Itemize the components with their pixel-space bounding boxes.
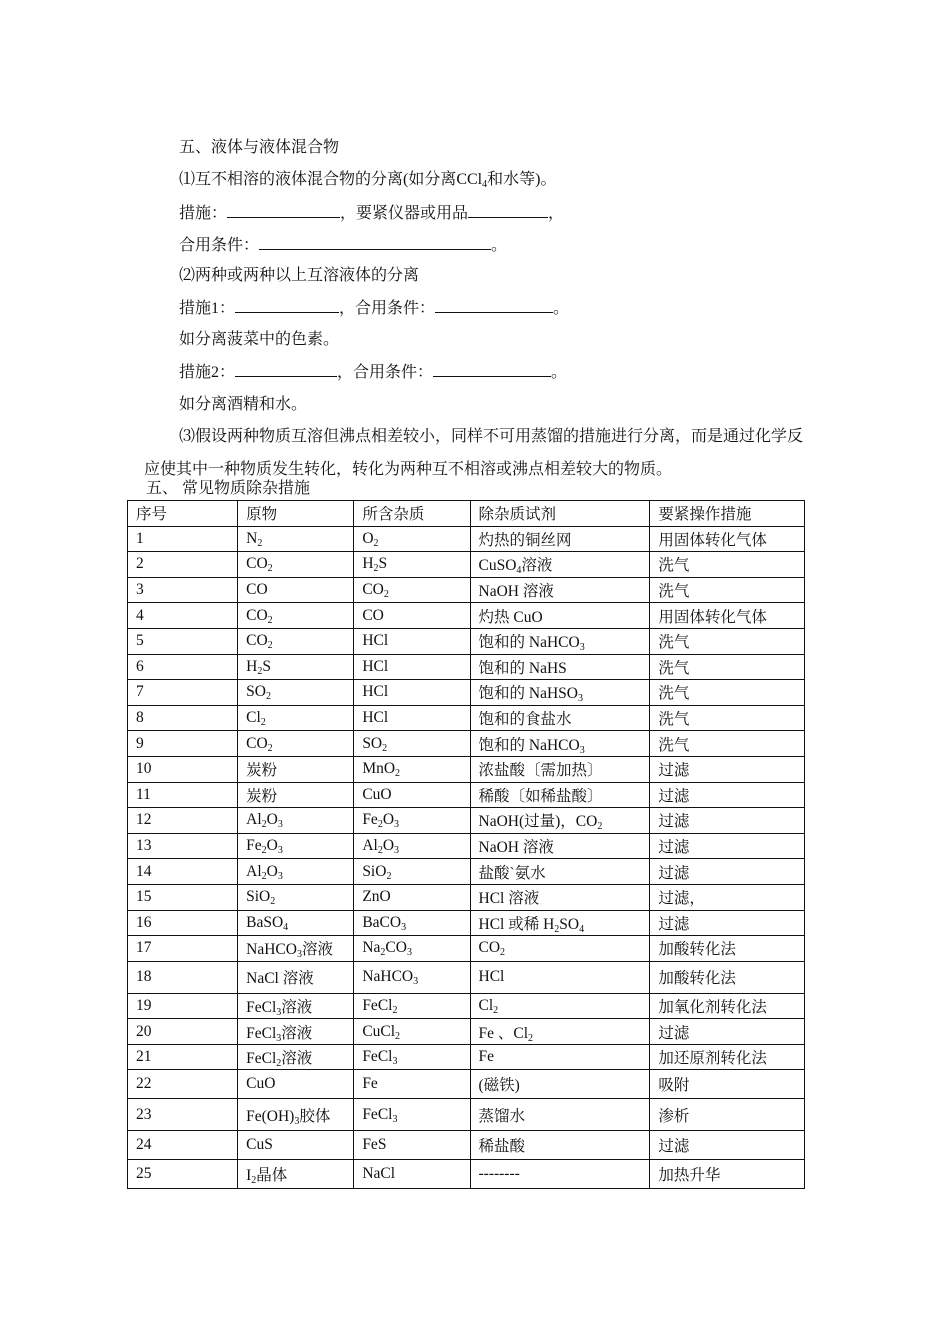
- col-reagent-cell: NaOH 溶液: [470, 577, 650, 603]
- col-no-cell: 7: [128, 680, 238, 706]
- col-no-cell: 21: [128, 1044, 238, 1070]
- col-impurity-cell: FeCl$_2$: [354, 993, 470, 1019]
- table-row: [128, 731, 805, 757]
- method-2-label: 措施2：: [179, 364, 236, 381]
- col-no-cell: 19: [128, 993, 238, 1019]
- item-1-sub: 4: [482, 179, 488, 190]
- col-substance-cell: $Fe(OH)_3$胶体: [238, 1099, 354, 1131]
- method-2-line: [179, 362, 567, 383]
- col-no-cell: 15: [128, 884, 238, 910]
- col-impurity-cell: HCl: [354, 654, 470, 680]
- col-no-cell: 12: [128, 808, 238, 834]
- col-operation-cell: 渗析: [650, 1099, 805, 1131]
- col-operation-cell: 加热升华: [650, 1160, 805, 1189]
- col-reagent-cell: 蒸馏水: [470, 1099, 650, 1131]
- col-impurity-cell: BaCO$_3$: [354, 910, 470, 936]
- col-no-cell: 22: [128, 1070, 238, 1099]
- col-impurity-cell: FeS: [354, 1131, 470, 1160]
- col-operation-cell: 洗气: [650, 731, 805, 757]
- col-substance-cell: FeCl$_2$溶液: [238, 1044, 354, 1070]
- col-no-cell: 9: [128, 731, 238, 757]
- col-operation-cell: 洗气: [650, 705, 805, 731]
- col-substance-cell: 炭粉: [238, 782, 354, 808]
- col-substance-cell: $N_2$: [238, 526, 354, 552]
- col-reagent-cell: --------: [470, 1160, 650, 1189]
- method-1-line: [179, 298, 569, 319]
- col-no-cell: 17: [128, 936, 238, 962]
- col-reagent-cell: 浓盐酸〔需加热〕: [470, 756, 650, 782]
- col-impurity-cell: $Fe_2O_3$: [354, 808, 470, 834]
- col-impurity-cell: HCl: [354, 680, 470, 706]
- method-1-condition-blank[interactable]: [435, 298, 553, 313]
- col-impurity-cell: $O_2$: [354, 526, 470, 552]
- col-operation-cell: 洗气: [650, 552, 805, 578]
- period: 。: [491, 237, 508, 254]
- col-reagent-cell: Fe: [470, 1044, 650, 1070]
- col-impurity-cell: 所含杂质: [354, 501, 470, 527]
- col-impurity-cell: Fe: [354, 1070, 470, 1099]
- col-no-cell: 11: [128, 782, 238, 808]
- col-reagent-cell: 除杂质试剂: [470, 501, 650, 527]
- method-2-condition-label: ，合用条件：: [337, 364, 434, 381]
- col-operation-cell: 过滤: [650, 1019, 805, 1045]
- item-3: [144, 420, 804, 486]
- table-row: [128, 1044, 805, 1070]
- table-row: [128, 910, 805, 936]
- col-impurity-cell: $CO_2$: [354, 577, 470, 603]
- col-substance-cell: NaCl 溶液: [238, 961, 354, 993]
- col-substance-cell: $Cl_2$: [238, 705, 354, 731]
- col-substance-cell: 炭粉: [238, 756, 354, 782]
- col-operation-cell: 过滤: [650, 910, 805, 936]
- col-no-cell: 13: [128, 833, 238, 859]
- col-no-cell: 6: [128, 654, 238, 680]
- col-substance-cell: FeCl$_3$溶液: [238, 993, 354, 1019]
- condition-line: [179, 235, 507, 256]
- col-impurity-cell: FeCl$_3$: [354, 1044, 470, 1070]
- col-operation-cell: 加酸转化法: [650, 961, 805, 993]
- col-no-cell: 4: [128, 603, 238, 629]
- table-row: [128, 577, 805, 603]
- col-substance-cell: $CO_2$: [238, 731, 354, 757]
- col-operation-cell: 洗气: [650, 680, 805, 706]
- col-no-cell: 序号: [128, 501, 238, 527]
- table-row: [128, 884, 805, 910]
- col-operation-cell: 加酸转化法: [650, 936, 805, 962]
- table-row: [128, 603, 805, 629]
- table-row: [128, 833, 805, 859]
- col-operation-cell: 加氧化剂转化法: [650, 993, 805, 1019]
- col-no-cell: 2: [128, 552, 238, 578]
- col-substance-cell: $Fe_2O_3$: [238, 833, 354, 859]
- col-substance-cell: BaSO$_4$: [238, 910, 354, 936]
- col-impurity-cell: MnO$_2$: [354, 756, 470, 782]
- col-reagent-cell: $Cl_2$: [470, 993, 650, 1019]
- table-row: [128, 1099, 805, 1131]
- col-no-cell: 14: [128, 859, 238, 885]
- col-operation-cell: 过滤: [650, 782, 805, 808]
- col-substance-cell: $Al_2O_3$: [238, 859, 354, 885]
- table-header-row: [128, 501, 805, 527]
- col-substance-cell: $Al_2O_3$: [238, 808, 354, 834]
- col-operation-cell: 过滤: [650, 1131, 805, 1160]
- col-operation-cell: 洗气: [650, 628, 805, 654]
- item-1-text-end: 和水等)。: [487, 171, 557, 188]
- table-row: [128, 936, 805, 962]
- col-impurity-cell: $Al_2O_3$: [354, 833, 470, 859]
- item-3-text: ⑶假设两种物质互溶但沸点相差较小，同样不可用蒸馏的措施进行分离，而是通过化学反应使其中一种物质发生转化，转化为两种互不相溶或沸点相差较大的物质。: [144, 428, 804, 478]
- col-no-cell: 20: [128, 1019, 238, 1045]
- item-1-text: ⑴互不相溶的液体混合物的分离(如分离CCl: [179, 171, 483, 188]
- period: 。: [551, 364, 568, 381]
- col-substance-cell: CuO: [238, 1070, 354, 1099]
- col-reagent-cell: NaOH 溶液: [470, 833, 650, 859]
- col-impurity-cell: ZnO: [354, 884, 470, 910]
- col-operation-cell: 用固体转化气体: [650, 526, 805, 552]
- section-heading: 五、液体与液体混合物: [179, 139, 340, 156]
- period: 。: [553, 300, 570, 317]
- col-no-cell: 3: [128, 577, 238, 603]
- col-impurity-cell: $Na_2CO_3$: [354, 936, 470, 962]
- col-substance-cell: SiO$_2$: [238, 884, 354, 910]
- col-impurity-cell: $SO_2$: [354, 731, 470, 757]
- condition-blank[interactable]: [259, 235, 491, 250]
- col-substance-cell: $CO_2$: [238, 603, 354, 629]
- col-reagent-cell: 饱和的 NaHCO$_3$: [470, 628, 650, 654]
- table-row: [128, 552, 805, 578]
- table-row: [128, 1070, 805, 1099]
- col-no-cell: 16: [128, 910, 238, 936]
- col-reagent-cell: (磁铁): [470, 1070, 650, 1099]
- table-row: [128, 961, 805, 993]
- col-no-cell: 10: [128, 756, 238, 782]
- col-operation-cell: 要紧操作措施: [650, 501, 805, 527]
- col-operation-cell: 加还原剂转化法: [650, 1044, 805, 1070]
- condition-label: 合用条件：: [179, 237, 260, 254]
- col-substance-cell: FeCl$_3$溶液: [238, 1019, 354, 1045]
- method-line: [179, 203, 564, 224]
- col-reagent-cell: HCl 溶液: [470, 884, 650, 910]
- col-impurity-cell: SiO$_2$: [354, 859, 470, 885]
- col-substance-cell: CO: [238, 577, 354, 603]
- table-row: [128, 654, 805, 680]
- table-row: [128, 859, 805, 885]
- item-2: ⑵两种或两种以上互溶液体的分离: [179, 267, 420, 284]
- col-reagent-cell: 饱和的食盐水: [470, 705, 650, 731]
- table-row: [128, 526, 805, 552]
- col-impurity-cell: $H_2S$: [354, 552, 470, 578]
- table-row: [128, 705, 805, 731]
- col-reagent-cell: HCl: [470, 961, 650, 993]
- col-impurity-cell: CO: [354, 603, 470, 629]
- col-impurity-cell: HCl: [354, 705, 470, 731]
- col-operation-cell: 洗气: [650, 654, 805, 680]
- col-substance-cell: CuS: [238, 1131, 354, 1160]
- col-operation-cell: 过滤: [650, 859, 805, 885]
- col-reagent-cell: 灼热的铜丝网: [470, 526, 650, 552]
- col-reagent-cell: 饱和的 NaHCO$_3$: [470, 731, 650, 757]
- impurity-removal-table: [127, 500, 805, 1189]
- item-1: [179, 170, 556, 190]
- instrument-label: ，要紧仪器或用品: [340, 205, 469, 222]
- table-body: [128, 501, 805, 1189]
- col-impurity-cell: CuO: [354, 782, 470, 808]
- col-substance-cell: $I_2$晶体: [238, 1160, 354, 1189]
- table-row: [128, 808, 805, 834]
- col-impurity-cell: FeCl$_3$: [354, 1099, 470, 1131]
- col-operation-cell: 洗气: [650, 577, 805, 603]
- col-substance-cell: $CO_2$: [238, 628, 354, 654]
- col-reagent-cell: Fe 、$Cl_2$: [470, 1019, 650, 1045]
- col-no-cell: 23: [128, 1099, 238, 1131]
- table-row: [128, 1131, 805, 1160]
- table-row: [128, 1160, 805, 1189]
- method-1-label: 措施1：: [179, 300, 236, 317]
- col-reagent-cell: 饱和的 NaHSO$_3$: [470, 680, 650, 706]
- col-reagent-cell: CuSO$_4$溶液: [470, 552, 650, 578]
- col-reagent-cell: 稀酸〔如稀盐酸〕: [470, 782, 650, 808]
- table-row: [128, 680, 805, 706]
- col-operation-cell: 过滤: [650, 808, 805, 834]
- col-impurity-cell: NaCl: [354, 1160, 470, 1189]
- col-reagent-cell: 稀盐酸: [470, 1131, 650, 1160]
- col-reagent-cell: HCl 或稀 $H_2SO_4$: [470, 910, 650, 936]
- col-substance-cell: NaHCO$_3$溶液: [238, 936, 354, 962]
- col-impurity-cell: NaHCO$_3$: [354, 961, 470, 993]
- col-no-cell: 1: [128, 526, 238, 552]
- instrument-blank[interactable]: [468, 203, 548, 218]
- col-substance-cell: $SO_2$: [238, 680, 354, 706]
- table-row: [128, 782, 805, 808]
- col-reagent-cell: 灼热 CuO: [470, 603, 650, 629]
- col-operation-cell: 吸附: [650, 1070, 805, 1099]
- col-substance-cell: 原物: [238, 501, 354, 527]
- example-1: 如分离菠菜中的色素。: [179, 331, 340, 348]
- col-no-cell: 5: [128, 628, 238, 654]
- col-no-cell: 18: [128, 961, 238, 993]
- col-no-cell: 24: [128, 1131, 238, 1160]
- col-impurity-cell: HCl: [354, 628, 470, 654]
- table-row: [128, 628, 805, 654]
- col-no-cell: 25: [128, 1160, 238, 1189]
- method-label: 措施：: [179, 205, 228, 222]
- example-2: 如分离酒精和水。: [179, 396, 308, 413]
- table-row: [128, 756, 805, 782]
- table-heading: 五、 常见物质除杂措施: [146, 480, 311, 497]
- col-operation-cell: 过滤，: [650, 884, 805, 910]
- table-row: [128, 993, 805, 1019]
- col-reagent-cell: 盐酸`氨水: [470, 859, 650, 885]
- comma: ，: [548, 205, 565, 222]
- col-substance-cell: $H_2S$: [238, 654, 354, 680]
- method-1-blank[interactable]: [235, 298, 339, 313]
- method-2-condition-blank[interactable]: [433, 362, 551, 377]
- method-2-blank[interactable]: [235, 362, 337, 377]
- method-blank[interactable]: [227, 203, 340, 218]
- col-reagent-cell: $CO_2$: [470, 936, 650, 962]
- col-substance-cell: $CO_2$: [238, 552, 354, 578]
- col-operation-cell: 用固体转化气体: [650, 603, 805, 629]
- col-operation-cell: 过滤: [650, 756, 805, 782]
- col-reagent-cell: 饱和的 NaHS: [470, 654, 650, 680]
- col-reagent-cell: NaOH(过量)，$CO_2$: [470, 808, 650, 834]
- table-row: [128, 1019, 805, 1045]
- col-operation-cell: 过滤: [650, 833, 805, 859]
- col-impurity-cell: CuCl$_2$: [354, 1019, 470, 1045]
- method-1-condition-label: ，合用条件：: [339, 300, 436, 317]
- col-no-cell: 8: [128, 705, 238, 731]
